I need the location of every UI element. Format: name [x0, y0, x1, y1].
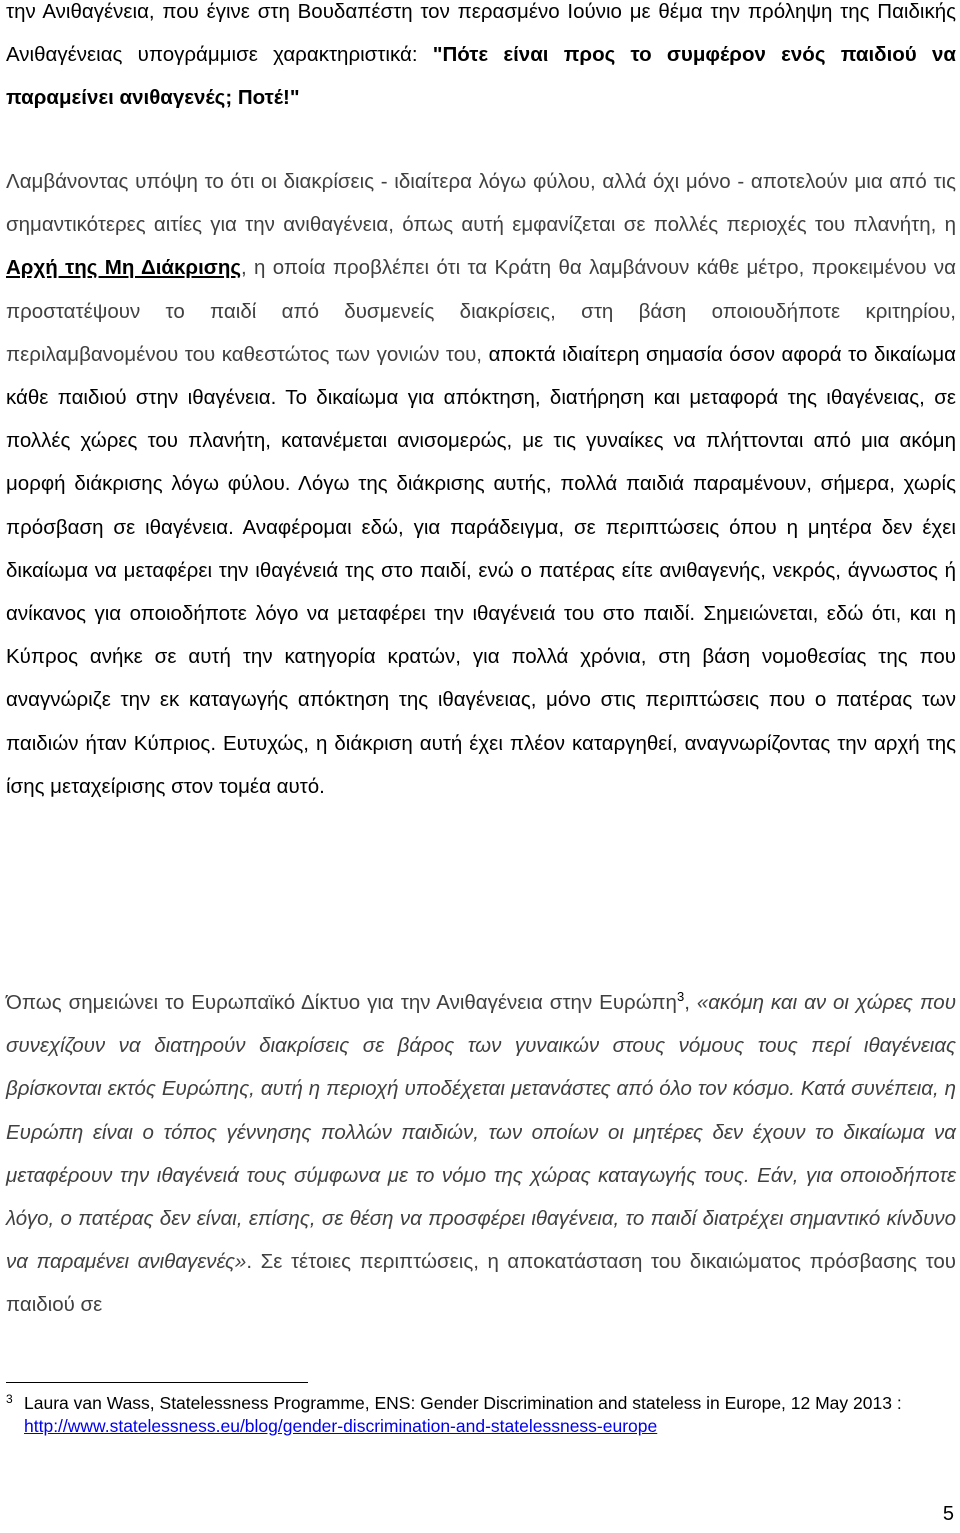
paragraph-2-text-a: Λαμβάνοντας υπόψη το ότι οι διακρίσεις - ιδιαίτερα λόγω φύλου, αλλά όχι μόνο - αποτελούν μια από τις σημαντικότερες αιτίες για την ανιθαγένεια, όπως αυτή εμφανίζεται σε πολλές περιοχές του πλανήτη, η — [6, 170, 956, 237]
footnote — [6, 1392, 956, 1438]
footnote-text: Laura van Wass, Statelessness Programme, ENS: Gender Discrimination and stateless in Europe, 12 May 2013 : — [24, 1393, 902, 1413]
principle-of-non-discrimination-link[interactable]: Αρχή της Μη Διάκρισης — [6, 256, 242, 280]
footnote-reference[interactable]: 3 — [676, 989, 685, 1005]
paragraph-3-text-b: . Σε τέτοιες περιπτώσεις, η αποκατάσταση του δικαιώματος πρόσβασης του παιδιού σε — [6, 1250, 956, 1317]
footnote-mark: 3 — [6, 1392, 13, 1406]
footnote-body — [6, 1392, 956, 1438]
paragraph-2-text-c: αποκτά ιδιαίτερη σημασία όσον αφορά το δικαίωμα κάθε παιδιού στην ιθαγένεια. Το δικαίωμα για απόκτηση, διατήρηση και μεταφορά της ιθαγένειας, σε πολλές χώρες του πλανήτη, κατανέμεται ανισομερώς, με τις γυναίκες να πλήττονται από μια ακόμη μορφή διάκρισης λόγω φύλου. Λόγω της διάκρισης αυτής, πολλά παιδιά παραμένουν, σήμερα, χωρίς πρόσβαση σε ιθαγένεια. Αναφέρομαι εδώ, για παράδειγμα, σε περιπτώσεις όπου η μητέρα δεν έχει δικαίωμα να μεταφέρει την ιθαγένειά της στο παιδί, ενώ ο πατέρας είτε ανιθαγενής, νεκρός, άγνωστος ή ανίκανος για οποιοδήποτε λόγο να μεταφέρει την ιθαγένειά του στο παιδί. Σημειώνεται, εδώ ότι, και η Κύπρος ανήκε σε αυτή την κατηγορία κρατών, για πολλά χρόνια, στη βάση νομοθεσίας της που αναγνώριζε την εκ καταγωγής απόκτηση της ιθαγένειας, μόνο στις περιπτώσεις που ο πατέρας των παιδιών ήταν Κύπριος. Ευτυχώς, η διάκριση αυτή έχει πλέον καταργηθεί, αναγνωρίζοντας την αρχή της ίσης μεταχείρισης στον τομέα αυτό. — [6, 342, 956, 798]
paragraph-3-text-a: Όπως σημειώνει το Ευρωπαϊκό Δίκτυο για την Ανιθαγένεια στην Ευρώπη — [6, 991, 677, 1014]
footnote-separator — [6, 1382, 308, 1383]
paragraph-1 — [6, 0, 956, 120]
paragraph-1-text: την Ανιθαγένεια, που έγινε στη Βουδαπέστη τον περασμένο Ιούνιο με θέμα την πρόληψη της Παιδικής Ανιθαγένειας υπογράμμισε χαρακτηριστικά: — [6, 0, 956, 67]
page-number: 5 — [942, 1503, 954, 1525]
paragraph-3-comma: , — [684, 991, 697, 1014]
paragraph-2 — [6, 160, 956, 808]
paragraph-2-text-b: , η οποία προβλέπει ότι τα Κράτη θα λαμβάνουν κάθε μέτρο, προκειμένου να προστατέψουν το παιδί από δυσμενείς διακρίσεις, στη βάση οποιουδήποτε κριτηρίου, περιλαμβανομένου του καθεστώτος των γονιών του, — [6, 256, 956, 366]
paragraph-3 — [6, 981, 956, 1327]
bold-quote: "Πότε είναι προς το συμφέρον ενός παιδιού να παραμείνει ανιθαγενές; Ποτέ!" — [6, 43, 956, 110]
italic-quote: «ακόμη και αν οι χώρες που συνεχίζουν να διατηρούν διακρίσεις σε βάρος των γυναικών στους νόμους τους περί ιθαγένειας βρίσκονται εκτός Ευρώπης, αυτή η περιοχή υποδέχεται μετανάστες από όλο τον κόσμο. Κατά συνέπεια, η Ευρώπη είναι ο τόπος γέννησης πολλών παιδιών, των οποίων οι μητέρες δεν έχουν το δικαίωμα να μεταφέρουν την ιθαγένειά τους σύμφωνα με το νόμο της χώρας καταγωγής τους. Εάν, για οποιοδήποτε λόγο, ο πατέρας δεν είναι, επίσης, σε θέση να προσφέρει ιθαγένεια, το παιδί διατρέχει σημαντικό κίνδυνο να παραμένει ανιθαγενές» — [6, 991, 956, 1274]
footnote-url-link[interactable]: http://www.statelessness.eu/blog/gender-discrimination-and-statelessness-europe — [24, 1416, 658, 1436]
